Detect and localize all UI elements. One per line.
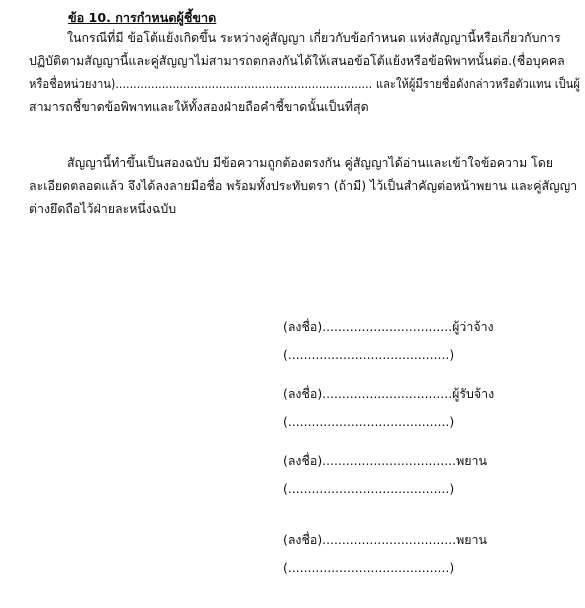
printed-name-line: (.........................................) — [283, 347, 455, 362]
printed-name-line: (.........................................) — [283, 481, 455, 496]
closing-paragraph-line: ละเอียดตลอดแล้ว จึงได้ลงลายมือชื่อ พร้อมทั้งประทับตรา (ถ้ามี) ไว้เป็นสำคัญต่อหน้าพยาน และคู่สัญญา — [29, 178, 578, 193]
clause-paragraph-line: ในกรณีที่มี ข้อโต้แย้งเกิดขึ้น ระหว่างคู่สัญญา เกี่ยวกับข้อกำหนด แห่งสัญญานี้หรือเกี่ยวกับการ — [67, 30, 561, 45]
clause-title: ข้อ 10. การกำหนดผู้ชี้ขาด — [68, 10, 217, 25]
closing-paragraph-line: สัญญานี้ทำขึ้นเป็นสองฉบับ มีข้อความถูกต้องตรงกัน คู่สัญญาได้อ่านและเข้าใจข้อความ โดย — [67, 155, 554, 170]
signature-line: (ลงชื่อ)..................................พยาน — [283, 453, 487, 468]
printed-name-line: (.........................................) — [283, 414, 455, 429]
clause-paragraph-line: หรือชื่อหน่วยงาน)........................................................................ และให้ผู้มีรายชื่อดังกล่าวหรือตัวแทน เป็นผู้ — [29, 76, 581, 91]
closing-paragraph-line: ต่างยึดถือไว้ฝ่ายละหนึ่งฉบับ — [29, 201, 177, 216]
signature-line: (ลงชื่อ).................................ผู้รับจ้าง — [283, 386, 495, 401]
signature-line: (ลงชื่อ)..................................พยาน — [283, 532, 487, 547]
clause-paragraph-line: ปฏิบัติตามสัญญานี้และคู่สัญญาไม่สามารถตกลงกันได้ให้เสนอข้อโต้แย้งหรือข้อพิพาทนั้นต่อ.(ชื่อบุคคล — [29, 53, 565, 68]
signature-line: (ลงชื่อ).................................ผู้ว่าจ้าง — [283, 319, 494, 334]
clause-paragraph-line: สามารถชี้ขาดข้อพิพาทและให้ทั้งสองฝ่ายถือคำชี้ขาดนั้นเป็นที่สุด — [29, 99, 369, 114]
printed-name-line: (.........................................) — [283, 560, 455, 575]
